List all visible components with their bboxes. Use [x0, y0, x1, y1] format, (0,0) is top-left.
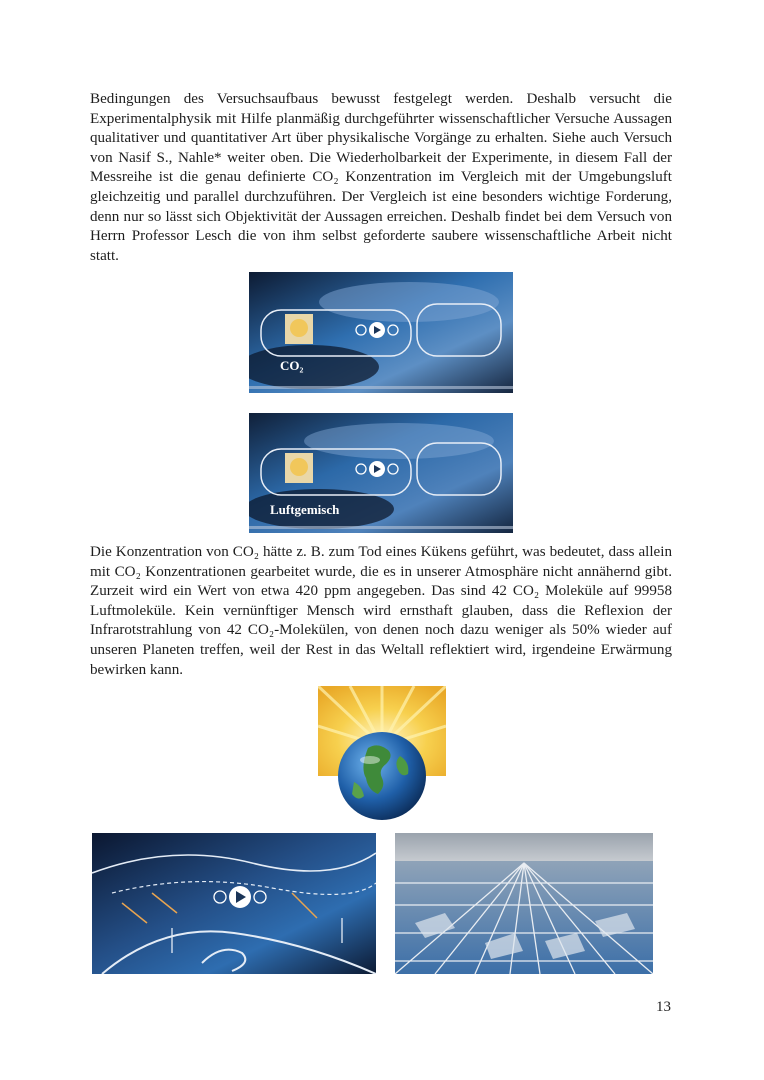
body-paragraph-1: Bedingungen des Versuchsaufbaus bewusst festgelegt werden. Deshalb versucht die Experimentalphysik mit Hilfe planmäßig durchgeführter wissenschaftlicher Versuche Aussagen qualitativer und quantitativer Art über physikalische Vorgänge zu erhalten. Siehe auch Versuch von Nasif S., Nahle* weiter oben. Die Wiederholbarkeit der Experimente, in diesem Fall der Messreihe ist die genau definierte CO₂ Konzentration im Vergleich mit der Umgebungsluft gleichzeitig und parallel durchzuführen. Der Vergleich ist eine besonders wichtige Forderung, denn nur so lässt sich Objektivität der Aussagen erreichen. Deshalb findet bei dem Versuch von Herrn Professor Lesch die von ihm selbst geforderte saubere wissenschaftliche Arbeit nicht statt. — [90, 91, 672, 264]
page-number: 13 — [656, 999, 671, 1015]
sun-earth-illustration — [318, 686, 446, 822]
video-still-co2 — [249, 272, 513, 393]
caption-co2: CO₂ — [280, 358, 304, 373]
video-still-infrared — [92, 833, 376, 974]
caption-luftgemisch: Luftgemisch — [270, 502, 340, 517]
body-paragraph-2: Die Konzentration von CO₂ hätte z. B. zum Tod eines Kükens geführt, was bedeutet, dass allein mit CO₂ Konzentrationen gearbeitet wurde, die es in unserer Atmosphäre nicht annähernd gibt. Zurzeit wird ein Wert von etwa 420 ppm angegeben. Das sind 42 CO₂ Moleküle auf 99958 Luftmoleküle. Kein vernünftiger Mensch wird ernsthaft glauben, dass die Reflexion der Infrarotstrahlung von 42 CO₂-Molekülen, von denen noch dazu weniger als 50% wieder auf unseren Planeten treffen, weil der Rest in das Weltall reflektiert wird, irgendeine Erwärmung bewirken kann. — [90, 544, 672, 678]
greenhouse-photo — [395, 833, 653, 974]
